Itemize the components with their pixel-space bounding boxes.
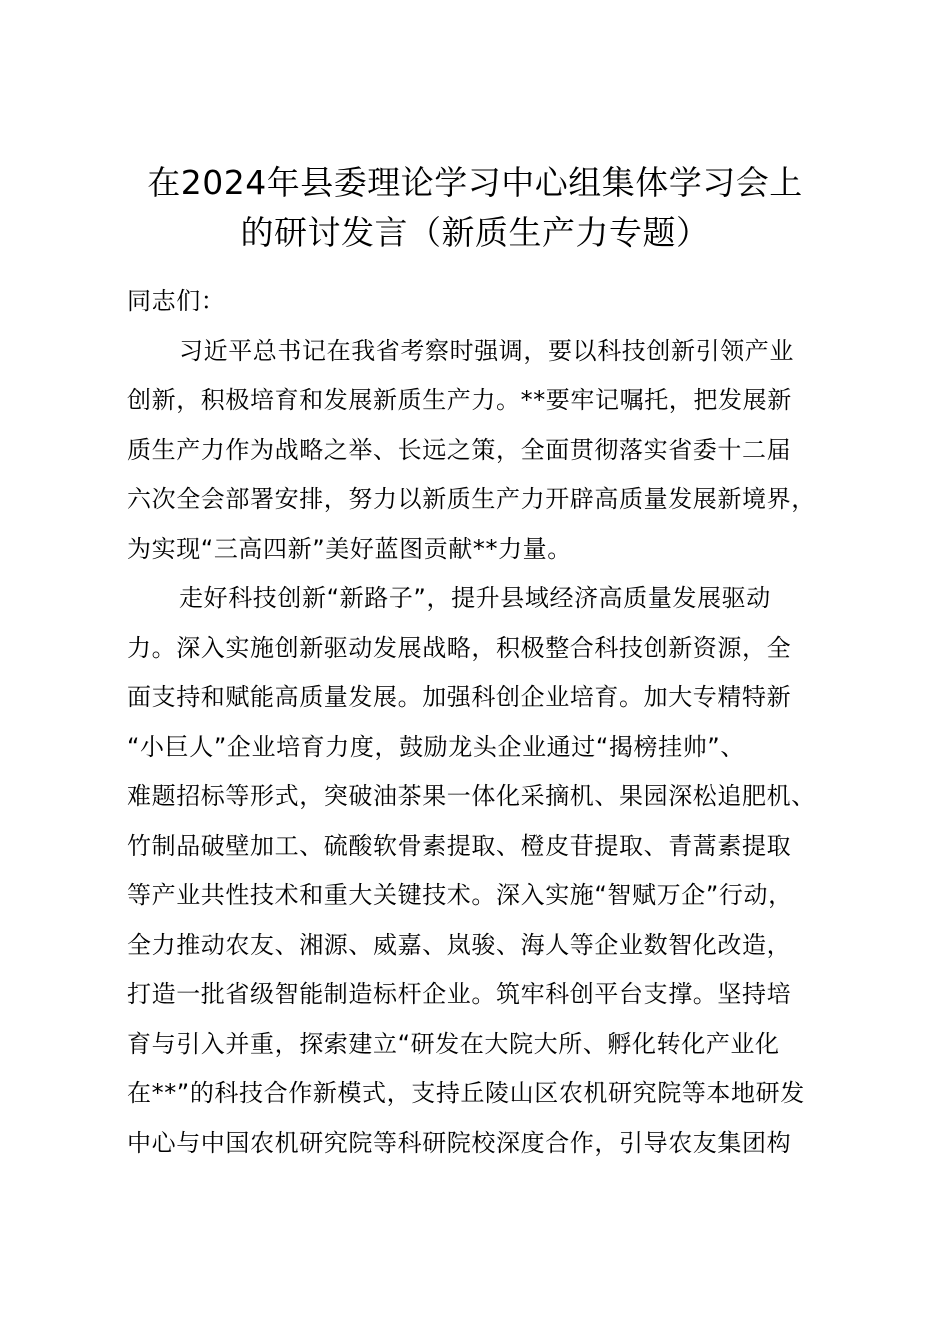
paragraph-line: 走好科技创新“新路子”，提升县域经济高质量发展驱动 bbox=[179, 584, 771, 612]
document-title bbox=[100, 158, 850, 258]
paragraph-line: 打造一批省级智能制造标杆企业。筑牢科创平台支撑。坚持培 bbox=[127, 980, 792, 1008]
paragraph-line: 创新，积极培育和发展新质生产力。**要牢记嘱托，把发展新 bbox=[127, 386, 792, 414]
paragraph-line: 中心与中国农机研究院等科研院校深度合作，引导农友集团构 bbox=[127, 1128, 792, 1157]
salutation: 同志们： bbox=[127, 287, 226, 315]
paragraph-line: 在**”的科技合作新模式，支持丘陵山区农机研究院等本地研发 bbox=[127, 1079, 805, 1107]
paragraph-line: 育与引入并重，探索建立“研发在大院大所、孵化转化产业化 bbox=[127, 1029, 780, 1058]
paragraph-1 bbox=[127, 327, 853, 575]
paragraph-line: 竹制品破壁加工、硫酸软骨素提取、橙皮苷提取、青蒿素提取 bbox=[127, 831, 792, 860]
paragraph-line: 面支持和赋能高质量发展。加强科创企业培育。加大专精特新 bbox=[127, 683, 792, 711]
paragraph-line: 难题招标等形式，突破油茶果一体化采摘机、果园深松追肥机、 bbox=[127, 782, 816, 810]
paragraph-line: “小巨人”企业培育力度，鼓励龙头企业通过“揭榜挂帅”、 bbox=[127, 732, 745, 761]
paragraph-line: 习近平总书记在我省考察时强调，要以科技创新引领产业 bbox=[179, 336, 794, 365]
title-line: 的研讨发言（新质生产力专题） bbox=[240, 213, 710, 252]
paragraph-line: 质生产力作为战略之举、长远之策，全面贯彻落实省委十二届 bbox=[127, 435, 792, 464]
paragraph-2 bbox=[127, 574, 853, 1168]
paragraph-line: 力。深入实施创新驱动发展战略，积极整合科技创新资源，全 bbox=[127, 633, 792, 662]
document-body bbox=[127, 277, 853, 1168]
paragraph-line: 等产业共性技术和重大关键技术。深入实施“智赋万企”行动， bbox=[127, 881, 793, 909]
paragraph-line: 为实现“三高四新”美好蓝图贡献**力量。 bbox=[127, 534, 572, 563]
paragraph-line: 六次全会部署安排，努力以新质生产力开辟高质量发展新境界， bbox=[127, 485, 816, 513]
title-line: 在2024年县委理论学习中心组集体学习会上 bbox=[147, 163, 803, 202]
paragraph-line: 全力推动农友、湘源、威嘉、岚骏、海人等企业数智化改造， bbox=[127, 930, 792, 959]
